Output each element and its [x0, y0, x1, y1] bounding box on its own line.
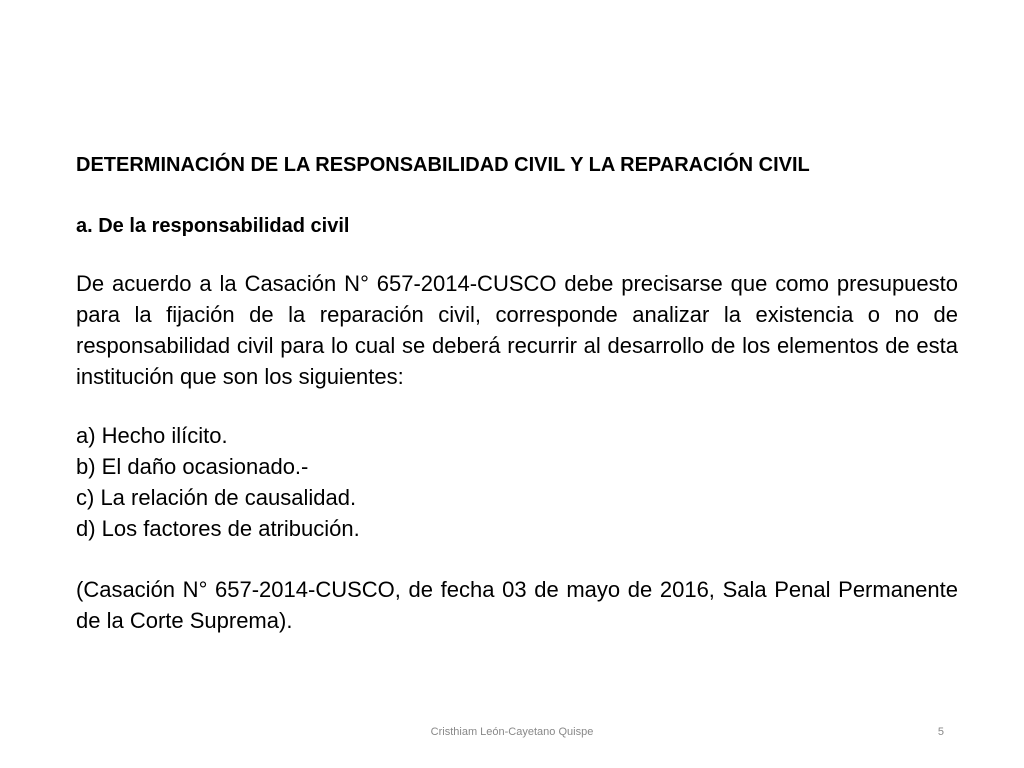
slide-heading: DETERMINACIÓN DE LA RESPONSABILIDAD CIVIL Y LA REPARACIÓN CIVIL [76, 154, 810, 176]
list-item: a) Hecho ilícito. [76, 423, 228, 448]
citation-paragraph: (Casación N° 657-2014-CUSCO, de fecha 03 de mayo de 2016, Sala Penal Permanente de la Corte Suprema). [76, 577, 958, 633]
list-item: b) El daño ocasionado.- [76, 454, 309, 479]
elements-list [76, 420, 958, 544]
slide-content [76, 150, 958, 636]
section-subheading: a. De la responsabilidad civil [76, 215, 350, 237]
page-number: 5 [937, 726, 944, 738]
body-paragraph: De acuerdo a la Casación N° 657-2014-CUSCO debe precisarse que como presupuesto para la fijación de la reparación civil, corresponde analizar la existencia o no de responsabilidad civil para lo cual se deberá recurrir al desarrollo de los elementos de esta institución que son los siguientes: [76, 271, 958, 389]
list-item: c) La relación de causalidad. [76, 485, 357, 510]
list-item: d) Los factores de atribución. [76, 516, 360, 541]
footer-author: Cristhiam León-Cayetano Quispe [430, 726, 594, 738]
